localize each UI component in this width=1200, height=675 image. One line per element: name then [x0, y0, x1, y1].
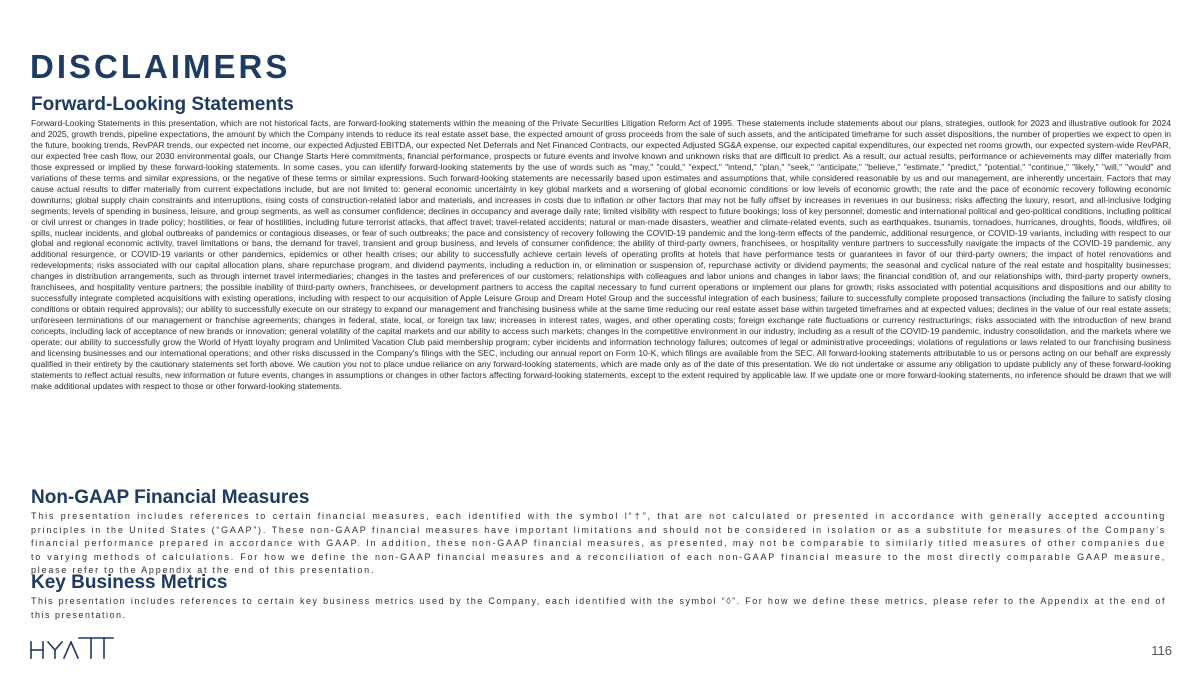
- page-number: 116: [1151, 643, 1172, 658]
- hyatt-logo: [30, 636, 114, 660]
- key-metrics-text: This presentation includes references to certain key business metrics used by the Company, each identified with the symbol “◊”. For how we define these metrics, please refer to the Appendix at the end of this presentation.: [31, 596, 1166, 620]
- forward-looking-text: Forward-Looking Statements in this presentation, which are not historical facts, are forward-looking statements within the meaning of the Private Securities Litigation Reform Act of 1995. These statements include statements about our plans, strategies, outlook for 2023 and illustrative outlook for 2024 and 2025, growth trends, pipeline expectations, the amount by which the Company intends to reduce its real estate asset base, the expected amount of gross proceeds from the sale of such assets, and the anticipated timeframe for such asset dispositions, the number of properties we expect to open in the future, booking trends, RevPAR trends, our expected net income, our expected Adjusted EBITDA, our expected Net Deferrals and Net Financed Contracts, our expected Adjusted SG&A expense, our expected capital expenditures, our expected net rooms growth, our expected system-wide RevPAR, our expected free cash flow, our 2030 environmental goals, our Change Starts Here commitments, financial performance, prospects or future events and involve known and unknown risks that are difficult to predict. As a result, our actual results, performance or achievements may differ materially from those expressed or implied by these forward-looking statements. In some cases, you can identify forward-looking statements by the use of words such as "may," "could," "expect," "intend," "plan," "seek," "anticipate," "believe," "estimate," "predict," "potential," "continue," "likely," "will," "would" and variations of these terms and similar expressions, or the negative of these terms or similar expressions. Such forward-looking statements are necessarily based upon estimates and assumptions that, while considered reasonable by us and our management, are inherently uncertain. Factors that may cause actual results to differ materially from current expectations include, but are not limited to: general economic uncertainty in key global markets and a worsening of global economic conditions or low levels of economic growth; the rate and the pace of economic recovery following economic downturns; global supply chain constraints and interruptions, rising costs of construction-related labor and materials, and increases in costs due to inflation or other factors that may not be fully offset by increases in revenues in our business; risks affecting the luxury, resort, and all-inclusive lodging segments; levels of spending in business, leisure, and group segments, as well as consumer confidence; declines in occupancy and average daily rate; limited visibility with respect to future bookings; loss of key personnel; domestic and international political and geo-political conditions, including political or civil unrest or changes in trade policy; hostilities, or fear of hostilities, including future terrorist attacks, that affect travel; travel-related accidents; natural or man-made disasters, weather and climate-related events, such as earthquakes, tsunamis, tornadoes, hurricanes, droughts, floods, wildfires, oil spills, nuclear incidents, and global outbreaks of pandemics or contagious diseases, or fear of such outbreaks; the pace and consistency of recovery following the COVID-19 pandemic and the long-term effects of the pandemic, additional resurgence, or COVID-19 variants, including with respect to our global and regional economic activity, travel limitations or bans, the demand for travel, transient and group business, and levels of consumer confidence; the ability of third-party owners, franchisees, or hospitality venture partners to successfully navigate the impacts of the COVID-19 pandemic, any additional resurgence, or COVID-19 variants or other pandemics, epidemics or other health crises; our ability to successfully achieve certain levels of operating profits at hotels that have performance tests or guarantees in favor of our third-party owners; the impact of hotel renovations and redevelopments; risks associated with our capital allocation plans, share repurchase program, and dividend payments, including a reduction in, or elimination or suspension of, repurchase activity or dividend payments; the seasonal and cyclical nature of the real estate and hospitality businesses; changes in distribution arrangements, such as through internet travel intermediaries; changes in the tastes and preferences of our customers; relationships with colleagues and labor unions and changes in labor laws; the financial condition of, and our relationships with, third-party property owners, franchisees, and hospitality venture partners; the possible inability of third-party owners, franchisees, or development partners to access the capital necessary to fund current operations or implement our plans for growth; risks associated with potential acquisitions and dispositions and our ability to successfully integrate completed acquisitions with existing operations, including with respect to our acquisition of Apple Leisure Group and Dream Hotel Group and the successful integration of each business; failure to successfully complete proposed transactions (including the failure to satisfy closing conditions or obtain required approvals); our ability to successfully execute on our strategy to expand our management and franchising business while at the same time reducing our real estate asset base within targeted timeframes and at expected values; declines in the value of our real estate assets; unforeseen terminations of our management or franchise agreements; changes in federal, state, local, or foreign tax law; increases in interest rates, wages, and other operating costs; foreign exchange rate fluctuations or currency restructurings; risks associated with the introduction of new brand concepts, including lack of acceptance of new brands or innovation; general volatility of the capital markets and our ability to access such markets; changes in the competitive environment in our industry, including as a result of the COVID-19 pandemic, industry consolidation, and the markets where we operate; our ability to successfully grow the World of Hyatt loyalty program and Unlimited Vacation Club paid membership program; cyber incidents and information technology failures; outcomes of legal or administrative proceedings; violations of regulations or laws related to our franchising business and licensing businesses and our international operations; and other risks discussed in the Company's filings with the SEC, including our annual report on Form 10-K, which filings are available from the SEC. All forward-looking statements attributable to us or persons acting on our behalf are expressly qualified in their entirety by the cautionary statements set forth above. We caution you not to place undue reliance on any forward-looking statements, which are made only as of the date of this presentation. We do not undertake or assume any obligation to update publicly any of these forward-looking statements to reflect actual results, new information or future events, changes in assumptions or changes in other factors affecting forward-looking statements, except to the extent required by applicable law. If we update one or more forward-looking statements, no inference should be drawn that we will make additional updates with respect to those or other forward-looking statements.: [31, 118, 1171, 391]
- hyatt-logo-icon: [30, 636, 114, 660]
- key-metrics-heading: Key Business Metrics: [31, 572, 228, 593]
- non-gaap-heading: Non-GAAP Financial Measures: [31, 487, 310, 508]
- non-gaap-text: This presentation includes references to certain financial measures, each identified with the symbol l“†”, that are not calculated or presented in accordance with generally accepted accounting principles in the United States (“GAAP”). These non-GAAP financial measures have important limitations and should not be considered in isolation or as a substitute for measures of the Company’s financial performance prepared in accordance with GAAP. In addition, these non-GAAP financial measures, as presented, may not be comparable to similarly titled measures of other companies due to varying methods of calculations. For how we define the non-GAAP financial measures and a reconciliation of each non-GAAP financial measure to the most directly comparable GAAP measure, please refer to the Appendix at the end of this presentation.: [31, 511, 1166, 576]
- forward-looking-heading: Forward-Looking Statements: [31, 94, 294, 115]
- page-title: DISCLAIMERS: [30, 48, 291, 85]
